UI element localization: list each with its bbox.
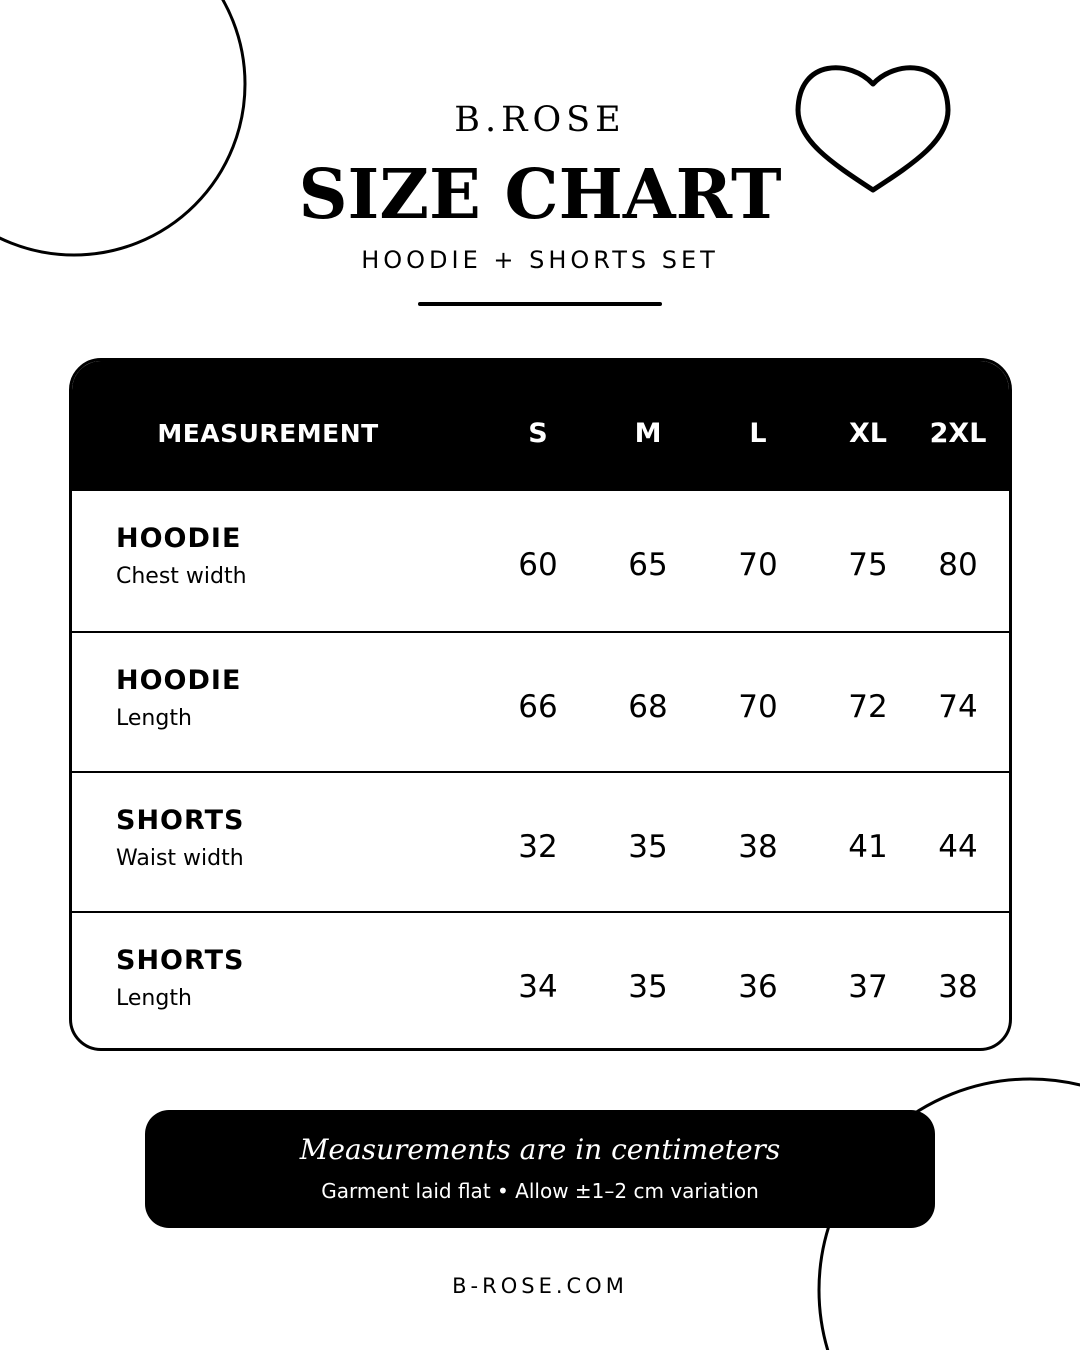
page-subtitle: HOODIE + SHORTS SET xyxy=(361,246,719,274)
row-garment: HOODIE xyxy=(116,523,242,554)
cell-size-l: 70 xyxy=(738,689,778,725)
header-size-m: M xyxy=(634,418,662,449)
cell-size-m: 68 xyxy=(628,689,668,725)
header-size-l: L xyxy=(749,418,767,449)
table-header xyxy=(72,361,1009,491)
cell-size-s: 60 xyxy=(518,547,558,583)
row-measurement: Length xyxy=(116,706,192,731)
cell-size-m: 65 xyxy=(628,547,668,583)
table-row xyxy=(72,771,1009,911)
page-title: SIZE CHART xyxy=(298,155,782,235)
brand-name: B.ROSE xyxy=(454,100,626,140)
cell-size-2xl: 38 xyxy=(938,969,978,1005)
cell-size-s: 66 xyxy=(518,689,558,725)
measurement-note xyxy=(145,1110,935,1228)
note-main-text: Measurements are in centimeters xyxy=(299,1133,781,1166)
cell-size-l: 38 xyxy=(738,829,778,865)
row-measurement: Waist width xyxy=(116,846,244,871)
row-measurement: Chest width xyxy=(116,564,247,589)
row-measurement: Length xyxy=(116,986,192,1011)
cell-size-2xl: 44 xyxy=(938,829,978,865)
cell-size-xl: 37 xyxy=(848,969,888,1005)
header-measurement: MEASUREMENT xyxy=(157,419,379,448)
row-garment: SHORTS xyxy=(116,945,245,976)
row-garment: HOODIE xyxy=(116,665,242,696)
cell-size-l: 70 xyxy=(738,547,778,583)
cell-size-l: 36 xyxy=(738,969,778,1005)
cell-size-s: 34 xyxy=(518,969,558,1005)
cell-size-m: 35 xyxy=(628,829,668,865)
cell-size-m: 35 xyxy=(628,969,668,1005)
table-row xyxy=(72,631,1009,771)
cell-size-2xl: 80 xyxy=(938,547,978,583)
table-row xyxy=(72,911,1009,1051)
header-size-2xl: 2XL xyxy=(929,418,987,449)
note-sub-text: Garment laid flat • Allow ±1–2 cm variation xyxy=(321,1179,759,1203)
header-size-s: S xyxy=(528,418,548,449)
cell-size-xl: 41 xyxy=(848,829,888,865)
cell-size-s: 32 xyxy=(518,829,558,865)
cell-size-2xl: 74 xyxy=(938,689,978,725)
cell-size-xl: 75 xyxy=(848,547,888,583)
row-garment: SHORTS xyxy=(116,805,245,836)
table-row xyxy=(72,491,1009,631)
website-url: B-ROSE.COM xyxy=(452,1274,628,1298)
cell-size-xl: 72 xyxy=(848,689,888,725)
size-table xyxy=(69,358,1012,1051)
header-size-xl: XL xyxy=(848,418,888,449)
title-divider xyxy=(418,302,662,306)
